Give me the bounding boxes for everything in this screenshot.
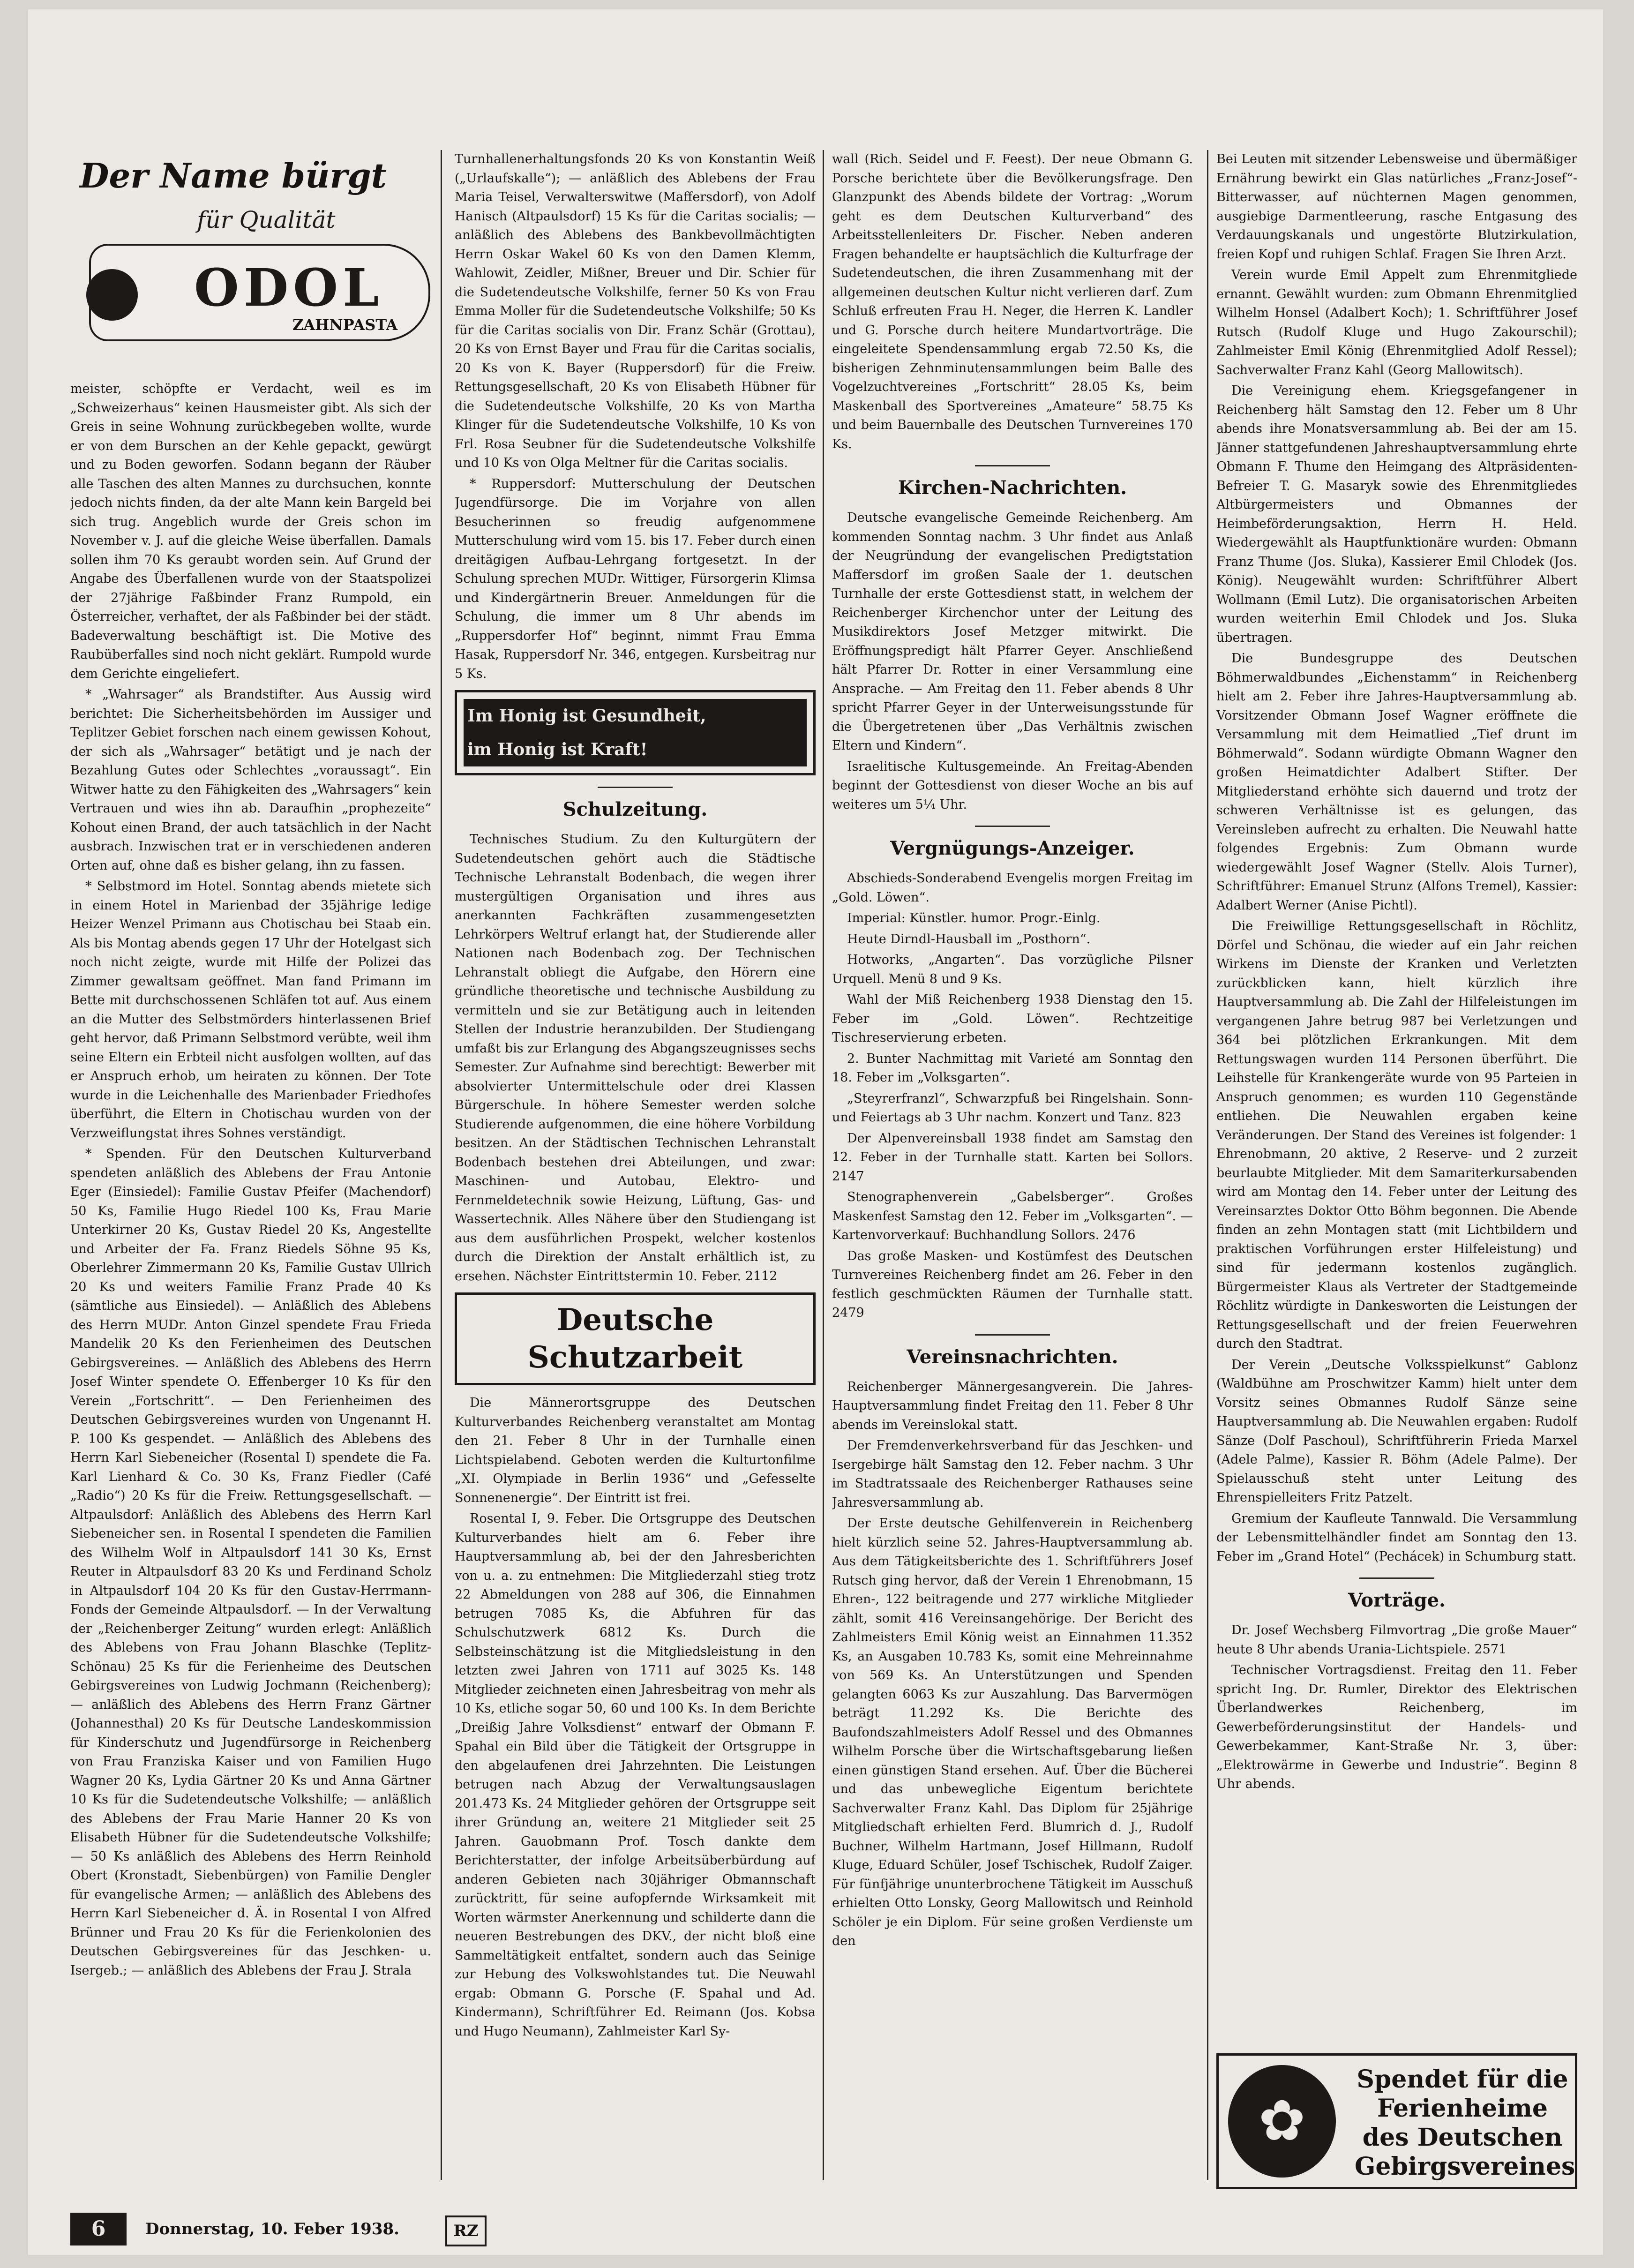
listing-item: Hotworks, „Angarten“. Das vorzügliche Pilsner Urquell. Menü 8 und 9 Ks. <box>832 953 1193 986</box>
honig-advertisement <box>455 690 816 775</box>
article-paragraph: Die Freiwillige Rettungsgesellschaft in Röchlitz, Dörfel und Schönau, die wieder auf ein Jahr reichen Wirkens im Dienste der Kranken und Verletzten zurückblicken kann, hielt kürzlich ihre Hauptversammlung ab. Die Zahl der Hilfeleistungen im vergangenen Jahre betrug 987 bei Verletzungen und 364 bei plötzlichen Erkrankungen. Mit dem Rettungswagen wurden 114 Personen überführt. Die Leihstelle für Krankengeräte wurde von 95 Parteien in Anspruch genommen; es wurden 110 Gegenstände entliehen. Die Neuwahlen ergaben keine Veränderungen. Der Stand des Vereines ist folgender: 1 Ehrenobmann, 20 aktive, 2 Reserve- und 2 zurzeit beurlaubte Mitglieder. Mit dem Samariterkursabenden wird am Montag den 14. Feber unter der Leitung des Vereinsarztes Doktor Otto Böhm begonnen. Die Abende finden an zehn Montagen statt (mit Lichtbildern und praktischen Vorführungen erster Hilfeleistung) und sind für jedermann kostenlos zugänglich. Bürgermeister Klaus als Vertreter der Stadtgemeinde Röchlitz würdigte in Dankesworten die Leistungen der Rettungsgesellschaft und der freien Feuerwehren durch den Stadtrat. <box>1216 919 1577 1351</box>
section-title-kirchen: Kirchen-Nachrichten. <box>832 465 1193 502</box>
article-paragraph: Dr. Josef Wechsberg Filmvortrag „Die große Mauer“ heute 8 Uhr abends Urania-Lichtspiele. 2571 <box>1216 1623 1577 1657</box>
column-divider <box>823 150 824 2180</box>
article-paragraph: Deutsche evangelische Gemeinde Reichenberg. Am kommenden Sonntag nachm. 3 Uhr findet aus Anlaß der Neugründung der evangelischen Predigtstation Maffersdorf im großen Saale der 1. deutschen Turnhalle der erste Gottesdienst statt, in welchem der Reichenberger Kirchenchor unter der Leitung des Musikdirektors Josef Metzger mitwirkt. Die Eröffnungspredigt hält Pfarrer Geyer. Anschließend hält Pfarrer Dr. Rotter in einer Versammlung eine Ansprache. — Am Freitag den 11. Feber abends 8 Uhr spricht Pfarrer Geyer in der Unterweisungsstunde für die Übergetretenen über „Das Verhältnis zwischen Eltern und Kindern“. <box>832 511 1193 753</box>
schutzarbeit-header-box <box>455 1292 816 1385</box>
listing-item: Das große Masken- und Kostümfest des Deutschen Turnvereines Reichenberg findet am 26. Feber in den festlich geschmückten Räumen der Turnhalle statt. 2479 <box>832 1248 1193 1320</box>
ad-headline: Der Name bürgt <box>80 156 387 195</box>
article-paragraph: * Spenden. Für den Deutschen Kulturverband spendeten anläßlich des Ablebens der Frau Antonie Eger (Einsiedel): Familie Gustav Pfeifer (Machendorf) 50 Ks, Familie Hugo Riedel 100 Ks, Frau Marie Unterkirner 20 Ks, Gustav Riedel 20 Ks, Angestellte und Arbeiter der Fa. Franz Riedels Söhne 95 Ks, Oberlehrer Zimmermann 20 Ks, Familie Gustav Ullrich 20 Ks und weiters Familie Franz Prade 40 Ks (sämtliche aus Einsiedel). — Anläßlich des Ablebens des Herrn MUDr. Anton Ginzel spendete Frau Frieda Mandelik 20 Ks den Ferienheimen des Deutschen Gebirgsvereines. — Anläßlich des Ablebens des Herrn Josef Winter spendete O. Effenberger 10 Ks für den Verein „Fortschritt“. — Den Ferienheimen des Deutschen Gebirgsvereines wurden von Ungenannt H. P. 100 Ks gespendet. — Anläßlich des Ablebens des Herrn Karl Siebeneicher (Rosental I) spendete die Fa. Karl Lienhard & Co. 30 Ks, Franz Fiedler (Café „Radio“) 20 Ks für die Freiw. Rettungsgesellschaft. — Altpaulsdorf: Anläßlich des Ablebens des Herrn Karl Siebeneicher sen. in Rosental I spendeten die Familien des Wilhelm Wolf in Altpaulsdorf 141 30 Ks, Ernst Reuter in Altpaulsdorf 83 20 Ks und Ferdinand Scholz in Altpaulsdorf 104 20 Ks für den Gustav-Herrmann-Fonds der Gemeinde Altpaulsdorf. — In der Verwaltung der „Reichenberger Zeitung“ wurden erlegt: Anläßlich des Ablebens von Frau Johann Blaschke (Teplitz-Schönau) 25 Ks für die Ferienheime des Deutschen Gebirgsvereines von Ludwig Jochmann (Reichenberg); — anläßlich des Ablebens des Herrn Franz Gärtner (Johannesthal) 20 Ks für Deutsche Landeskommission für Kinderschutz und Jugendfürsorge in Reichenberg von Frau Franziska Kaiser und von Familien Hugo Wagner 20 Ks, Lydia Gärtner 20 Ks und Anna Gärtner 10 Ks für die Sudetendeutsche Volkshilfe; — anläßlich des Ablebens der Frau Marie Hanner 20 Ks von Elisabeth Hübner für die Sudetendeutsche Volkshilfe; — 50 Ks anläßlich des Ablebens des Herrn Reinhold Obert (Kronstadt, Siebenbürgen) von Familie Dengler für evangelische Armen; — anläßlich des Ablebens des Herrn Karl Siebeneicher d. Ä. in Rosental I von Alfred Brünner und Frau 20 Ks für die Ferienkolonien des Deutschen Gebirgsvereines für das Jeschken- u. Isergeb.; — anläßlich des Ablebens der Frau J. Strala <box>70 1147 431 1978</box>
column-1 <box>70 380 431 2180</box>
column-2 <box>455 150 816 2180</box>
article-paragraph: * „Wahrsager“ als Brandstifter. Aus Aussig wird berichtet: Die Sicherheitsbehörden im Aussiger und Teplitzer Gebiet forschen nach einem gewissen Kohout, der sich als „Wahrsager“ betätigt und je nach der Bezahlung Gutes oder Schlechtes „voraussagt“. Ein Witwer hatte zu den Fähigkeiten des „Wahrsagers“ kein Vertrauen und wies ihn ab. Daraufhin „prophezeite“ Kohout einen Brand, der auch tatsächlich in der Nacht ausbrach. Inzwischen trat er in verschiedenen anderen Orten auf, ohne daß es bisher gelang, ihn zu fassen. <box>70 687 431 873</box>
section-title-schulzeitung: Schulzeitung. <box>455 787 816 824</box>
article-paragraph: Der Verein „Deutsche Volksspielkunst“ Gablonz (Waldbühne am Proschwitzer Kamm) hielt unter dem Vorsitz seines Obmannes Rudolf Sänze seine Hauptversammlung ab. Die Neuwahlen ergaben: Rudolf Sänze (Dolf Paschoul), Schriftführerin Frieda Marxel (Adele Palme), Kassier R. Böhm (Adele Palme). Der Spielausschuß steht unter Leitung des Ehrenspielleiters Fritz Patzelt. <box>1216 1357 1577 1505</box>
honig-line-2: im Honig ist Kraft! <box>464 733 807 766</box>
article-paragraph: Bei Leuten mit sitzender Lebensweise und übermäßiger Ernährung bewirkt ein Glas natürliches „Franz-Josef“-Bitterwasser, auf nüchternen Magen genommen, ausgiebige Darmentleerung, rasche Entgasung des Verdauungskanals und ungestörte Blutzirkulation, freien Kopf und ruhigen Schlaf. Fragen Sie Ihren Arzt. <box>1216 152 1577 262</box>
publisher-mark <box>445 2215 487 2246</box>
listing-item: Wahl der Miß Reichenberg 1938 Dienstag den 15. Feber im „Gold. Löwen“. Rechtzeitige Tischreservierung erbeten. <box>832 992 1193 1045</box>
edelweiss-icon <box>1228 2065 1336 2178</box>
ad-product: ZAHNPASTA <box>292 316 398 334</box>
newspaper-page <box>28 9 1603 2255</box>
section-title-verein: Vereinsnachrichten. <box>832 1334 1193 1371</box>
issue-date: Donnerstag, 10. Feber 1938. <box>145 2220 399 2238</box>
article-paragraph: Israelitische Kultusgemeinde. An Freitag-Abenden beginnt der Gottesdienst von dieser Woche an bis auf weiteres um 5¼ Uhr. <box>832 759 1193 812</box>
tube-cap-icon <box>86 269 138 321</box>
section-title-schutzarbeit: Deutsche Schutzarbeit <box>527 1302 743 1375</box>
article-paragraph: Gremium der Kaufleute Tannwald. Die Versammlung der Lebensmittelhändler findet am Sonntag den 13. Feber im „Grand Hotel“ (Pechácek) in Schumburg statt. <box>1216 1511 1577 1564</box>
listing-item: Heute Dirndl-Hausball im „Posthorn“. <box>847 931 1091 946</box>
article-paragraph: meister, schöpfte er Verdacht, weil es im „Schweizerhaus“ keinen Hausmeister gibt. Als sich der Greis in seine Wohnung zurückbegeben wollte, wurde er von dem Burschen an der Kehle gepackt, gewürgt und zu Boden geworfen. Sodann begann der Räuber alle Taschen des alten Mannes zu durchsuchen, konnte jedoch nichts finden, da der alte Mann kein Bargeld bei sich trug. Angeblich wurde der Greis schon im November v. J. auf die gleiche Weise überfallen. Damals sollen ihm 70 Ks geraubt worden sein. Auf Grund der Angabe des Überfallenen wurde von der Staatspolizei der 27jährige Faßbinder Franz Rumpold, ein Österreicher, verhaftet, der als Faßbinder bei der städt. Badeverwaltung beschäftigt ist. Die Motive des Raubüberfalles sind noch nicht geklärt. Rumpold wurde dem Gerichte eingeliefert. <box>70 382 431 681</box>
listing-item: Abschieds-Sonderabend Evengelis morgen Freitag im „Gold. Löwen“. <box>832 871 1193 905</box>
article-paragraph: Reichenberger Männergesangverein. Die Jahres-Hauptversammlung findet Freitag den 11. Feber 8 Uhr abends im Vereinslokal statt. <box>832 1379 1193 1432</box>
article-paragraph: * Ruppersdorf: Mutterschulung der Deutschen Jugendfürsorge. Die im Vorjahre von allen Besucherinnen so freudig aufgenommene Mutterschulung wird vom 15. bis 17. Feber durch einen dreitägigen Aufbau-Lehrgang fortgesetzt. In der Schulung sprechen MUDr. Wittiger, Fürsorgerin Klimsa und Kindergärtnerin Breuer. Anmeldungen für die Schulung, die immer um 8 Uhr abends im „Ruppersdorfer Hof“ beginnt, nimmt Frau Emma Hasak, Ruppersdorf Nr. 346, entgegen. Kursbeitrag nur 5 Ks. <box>455 476 816 681</box>
article-paragraph: Technischer Vortragsdienst. Freitag den 11. Feber spricht Ing. Dr. Rumler, Direktor des Elektrischen Überlandwerkes Reichenberg, im Gewerbeförderungsinstitut der Handels- und Gewerbekammer, Kant-Straße Nr. 3, über: „Elektrowärme in Gewerbe und Industrie“. Beginn 8 Uhr abends. <box>1216 1663 1577 1791</box>
article-paragraph: Technisches Studium. Zu den Kulturgütern der Sudetendeutschen gehört auch die Städtische Technische Lehranstalt Bodenbach, die wegen ihrer mustergültigen Organisation und ihres aus anerkannten Fachkräften zusammengesetzten Lehrkörpers Weltruf erlangt hat, der Studierende aller Nationen nach Bodenbach zog. Der Technischen Lehranstalt obliegt die Aufgabe, den Hörern eine gründliche theoretische und technische Ausbildung zu vermitteln und sie zur Betätigung auch in leitenden Stellen der Industrie heranzubilden. Der Studiengang umfaßt bis zur Erlangung des Abgangszeugnisses sechs Semester. Zur Aufnahme sind berechtigt: Bewerber mit absolvierter Untermittelschule oder drei Klassen Bürgerschule. In höhere Semester werden solche Studierende aufgenommen, die eine höhere Vorbildung besitzen. An der Städtischen Technischen Lehranstalt Bodenbach bestehen drei Abteilungen, und zwar: Maschinen- und Autobau, Elektro- und Fernmeldetechnik sowie Heizung, Lüftung, Gas- und Wassertechnik. Alles Nähere über den Studiengang ist aus dem ausführlichen Prospekt, welcher kostenlos durch die Direktion der Anstalt erhältlich ist, zu ersehen. Nächster Eintrittstermin 10. Feber. 2112 <box>455 832 816 1284</box>
listing-item: 2. Bunter Nachmittag mit Varieté am Sonntag den 18. Feber im „Volksgarten“. <box>832 1051 1193 1085</box>
listing-item: „Steyrerfranzl“, Schwarzpfuß bei Ringelshain. Sonn- und Feiertags ab 3 Uhr nachm. Konzert und Tanz. 823 <box>832 1091 1193 1125</box>
article-paragraph: Der Erste deutsche Gehilfenverein in Reichenberg hielt kürzlich seine 52. Jahres-Hauptversammlung ab. Aus dem Tätigkeitsberichte des 1. Schriftführers Josef Rutsch ging hervor, daß der Verein 1 Ehrenobmann, 15 Ehren-, 122 beitragende und 277 wirkliche Mitglieder zählt, somit 416 Vereinsangehörige. Der Bericht des Zahlmeisters Emil König weist an Einnahmen 11.352 Ks, an Ausgaben 10.783 Ks, somit eine Mehreinnahme von 569 Ks. An Unterstützungen und Spenden gelangten 6063 Ks zur Auszahlung. Das Barvermögen beträgt 11.292 Ks. Die Berichte des Baufondszahlmeisters Adolf Ressel und des Obmannes Wilhelm Porsche über die Wirtschaftsgebarung ließen einen günstigen Stand ersehen. Auf. Über die Bücherei und das unbewegliche Eigentum berichtete Sachverwalter Franz Kahl. Das Diplom für 25jährige Mitgliedschaft erhielten Ferd. Blumrich d. J., Rudolf Buchner, Wilhelm Hartmann, Josef Hillmann, Rudolf Kluge, Eduard Schüler, Josef Tschischek, Rudolf Zaiger. Für fünfjährige ununterbrochene Tätigkeit im Ausschuß erhielten Otto Lonsky, Georg Mallowitsch und Reinhold Schöler je ein Diplom. Für seine großen Verdienste um den <box>832 1516 1193 1948</box>
ad-subline: für Qualität <box>197 206 336 233</box>
ad-brand: ODOL <box>194 257 384 318</box>
page-number: 6 <box>70 2213 127 2245</box>
ad-text: Spendet für die Ferienheime des Deutschen Gebirgsvereines <box>1355 2065 1575 2181</box>
column-4 <box>1216 150 1577 2030</box>
page-footer <box>70 2213 1589 2245</box>
ferienheime-advertisement <box>1216 2053 1577 2189</box>
article-paragraph: Verein wurde Emil Appelt zum Ehrenmitgliede ernannt. Gewählt wurden: zum Obmann Ehrenmitglied Wilhelm Honsel (Adalbert Koch); 1. Schriftführer Josef Rutsch (Rudolf Kluge und Hugo Zakourschil); Zahlmeister Emil König (Ehrenmitglied Adolf Ressel); Sachverwalter Franz Kahl (Georg Mallowitsch). <box>1216 268 1577 377</box>
article-paragraph: Die Bundesgruppe des Deutschen Böhmerwaldbundes „Eichenstamm“ in Reichenberg hielt am 2. Feber ihre Jahres-Hauptversammlung ab. Vorsitzender Obmann Josef Wagner eröffnete die Versammlung mit dem Heimatlied „Tief drunt im Böhmerwald“. Sodann würdigte Obmann Wagner den großen Heimatdichter Adalbert Stifter. Der Mitgliederstand erhöhte sich dauernd und trotz der schweren Verhältnisse ist es gelungen, das Vereinsleben aufrecht zu erhalten. Die Neuwahl hatte folgendes Ergebnis: Zum Obmann wurde wiedergewählt Josef Wagner (Stellv. Alois Turner), Schriftführer: Emanuel Strunz (Alfons Tremel), Kassier: Adalbert Werner (Anise Pichtl). <box>1216 651 1577 913</box>
flower-icon: ✿ <box>1258 2088 1306 2154</box>
section-title-vergnuegung: Vergnügungs-Anzeiger. <box>832 826 1193 863</box>
toothpaste-tube-icon <box>89 244 430 341</box>
article-paragraph: * Selbstmord im Hotel. Sonntag abends mietete sich in einem Hotel in Marienbad der 35jährige ledige Heizer Wenzel Primann aus Chotischau bei Staab ein. Als bis Montag abends gegen 17 Uhr der Hotelgast sich noch nicht zeigte, wurde mit Hilfe der Polizei das Zimmer gewaltsam geöffnet. Man fand Primann im Bette mit durchschossenen Schläfen tot auf. Aus einem an die Mutter des Selbstmörders hinterlassenen Brief geht hervor, daß Primann Selbstmord verübte, weil ihm seine Eltern ein Erbteil nicht ausfolgen wollten, auf das er Anspruch erhob, um heiraten zu können. Der Tote wurde in die Leichenhalle des Marienbader Friedhofes überführt, die Eltern in Chotischau wurden von der Verzweiflungstat ihres Sohnes verständigt. <box>70 879 431 1141</box>
article-paragraph: Die Männerortsgruppe des Deutschen Kulturverbandes Reichenberg veranstaltet am Montag den 21. Feber 8 Uhr in der Turnhalle einen Lichtspielabend. Geboten werden die Kulturtonfilme „XI. Olympiade in Berlin 1936“ und „Gefesselte Sonnenenergie“. Der Eintritt ist frei. <box>455 1396 816 1505</box>
column-3 <box>832 150 1193 2180</box>
article-paragraph: Die Vereinigung ehem. Kriegsgefangener in Reichenberg hält Samstag den 12. Feber um 8 Uhr abends ihre Monatsversammlung ab. Bei der am 15. Jänner stattgefundenen Jahreshauptversammlung ehrte Obmann F. Thume den Heimgang des Altpräsidenten-Befreier T. G. Masaryk sowie des Ehrenmitgliedes Altbürgermeisters und Obmannes der Heimbeförderungsaktion, Herrn H. Held. Wiedergewählt als Hauptfunktionäre wurden: Obmann Franz Thume (Jos. Sluka), Kassierer Emil Chlodek (Jos. König). Neugewählt wurden: Schriftführer Albert Wollmann (Emil Lutz). Die organisatorischen Arbeiten wurden weiterhin Emil Chlodek und Jos. Sluka übertragen. <box>1216 383 1577 645</box>
article-paragraph: Der Fremdenverkehrsverband für das Jeschken- und Isergebirge hält Samstag den 12. Feber nachm. 3 Uhr im Stadtratssaale des Reichenberger Rathauses seine Jahresversammlung ab. <box>832 1438 1193 1510</box>
listing-item: Stenographenverein „Gabelsberger“. Großes Maskenfest Samstag den 12. Feber im „Volksgarten“. — Kartenvorverkauf: Buchhandlung Sollors. 2476 <box>832 1190 1193 1242</box>
section-title-vortraege: Vorträge. <box>1216 1577 1577 1615</box>
column-divider <box>441 150 442 2180</box>
odol-advertisement <box>70 150 431 370</box>
article-paragraph: Turnhallenerhaltungsfonds 20 Ks von Konstantin Weiß („Urlaufskalle“); — anläßlich des Ablebens der Frau Maria Teisel, Verwalterswitwe (Maffersdorf), von Adolf Hanisch (Altpaulsdorf) 15 Ks für die Caritas socialis; — anläßlich des Ablebens des Bankbevollmächtigten Herrn Oskar Wakel 60 Ks von den Damen Klemm, Wahlowit, Zeidler, Mißner, Breuer und Dir. Schier für die Sudetendeutsche Volkshilfe, ferner 50 Ks von Frau Emma Moller für die Sudetendeutsche Volkshilfe; 50 Ks für die Caritas socialis von Dir. Franz Schär (Grottau), 20 Ks von Ernst Bayer und Frau für die Caritas socialis, 20 Ks von K. Bayer (Ruppersdorf) für die Freiw. Rettungsgesellschaft, 20 Ks von Elisabeth Hübner für die Sudetendeutsche Volkshilfe, 20 Ks von Martha Klinger für die Sudetendeutsche Volkshilfe, 10 Ks von Frl. Rosa Seubner für die Sudetendeutsche Volkshilfe und 10 Ks von Olga Meltner für die Caritas socialis. <box>455 152 816 470</box>
honig-line-1: Im Honig ist Gesundheit, <box>464 699 807 733</box>
listing-item: Imperial: Künstler. humor. Progr.-Einlg. <box>847 911 1101 925</box>
column-divider <box>1207 150 1208 2180</box>
listing-item: Der Alpenvereinsball 1938 findet am Samstag den 12. Feber in der Turnhalle statt. Karten bei Sollors. 2147 <box>832 1131 1193 1184</box>
publisher-mark-text: RZ <box>453 2222 479 2240</box>
article-paragraph: Rosental I, 9. Feber. Die Ortsgruppe des Deutschen Kulturverbandes hielt am 6. Feber ihre Hauptversammlung ab, bei der den Jahresberichten von u. a. zu entnehmen: Die Mitgliederzahl stieg trotz 22 Abmeldungen von 288 auf 306, die Einnahmen betrugen 7085 Ks, die Abfuhren für das Schulschutzwerk 6812 Ks. Durch die Selbsteinschätzung ist die Mitgliedsleistung in den letzten zwei Jahren von 1711 auf 3025 Ks. 148 Mitglieder zeichneten einen Jahresbeitrag von mehr als 10 Ks, etliche sogar 50, 60 und 100 Ks. In dem Berichte „Dreißig Jahre Volksdienst“ entwarf der Obmann F. Spahal ein Bild über die Tätigkeit der Ortsgruppe in den abgelaufenen drei Jahrzehnten. Die Leistungen betrugen nach Abzug der Verwaltungsauslagen 201.473 Ks. 24 Mitglieder gehören der Ortsgruppe seit ihrer Gründung an, weitere 21 Mitglieder seit 25 Jahren. Gauobmann Prof. Tosch dankte dem Berichterstatter, der infolge Arbeitsüberbürdung auf anderen Gebieten nach 30jähriger Obmannschaft zurücktritt, für seine aufopfernde Wirksamkeit mit Worten wärmster Anerkennung und schilderte dann die neueren Bestrebungen des DKV., der nicht bloß eine Sammeltätigkeit entfaltet, sondern auch das Seinige zur Hebung des Volkswohlstandes tut. Die Neuwahl ergab: Obmann G. Porsche (F. Spahal und Ad. Kindermann), Schriftführer Ed. Reimann (Jos. Kobsa und Hugo Neumann), Zahlmeister Karl Sy- <box>455 1511 816 2039</box>
article-paragraph: wall (Rich. Seidel und F. Feest). Der neue Obmann G. Porsche berichtete über die Bevölkerungsfrage. Den Glanzpunkt des Abends bildete der Vortrag: „Worum geht es dem Deutschen Kulturverband“ des Arbeitsstellenleiters Dr. Fischer. Neben anderen Fragen behandelte er hauptsächlich die Kulturfrage der Sudetendeutschen, die ihren Zusammenhang mit der allgemeinen deutschen Kultur nicht verlieren darf. Zum Schluß erfreuten Frau H. Neger, die Herren K. Landler und G. Porsche durch heitere Mundartvorträge. Die eingeleitete Spendensammlung ergab 72.50 Ks, die bisherigen Zehnminutensammlungen beim Balle des Vogelzuchtvereines „Fortschritt“ 28.05 Ks, beim Maskenball des Sportvereines „Amateure“ 58.75 Ks und beim Bauernballe des Deutschen Turnvereines 170 Ks. <box>832 152 1193 451</box>
